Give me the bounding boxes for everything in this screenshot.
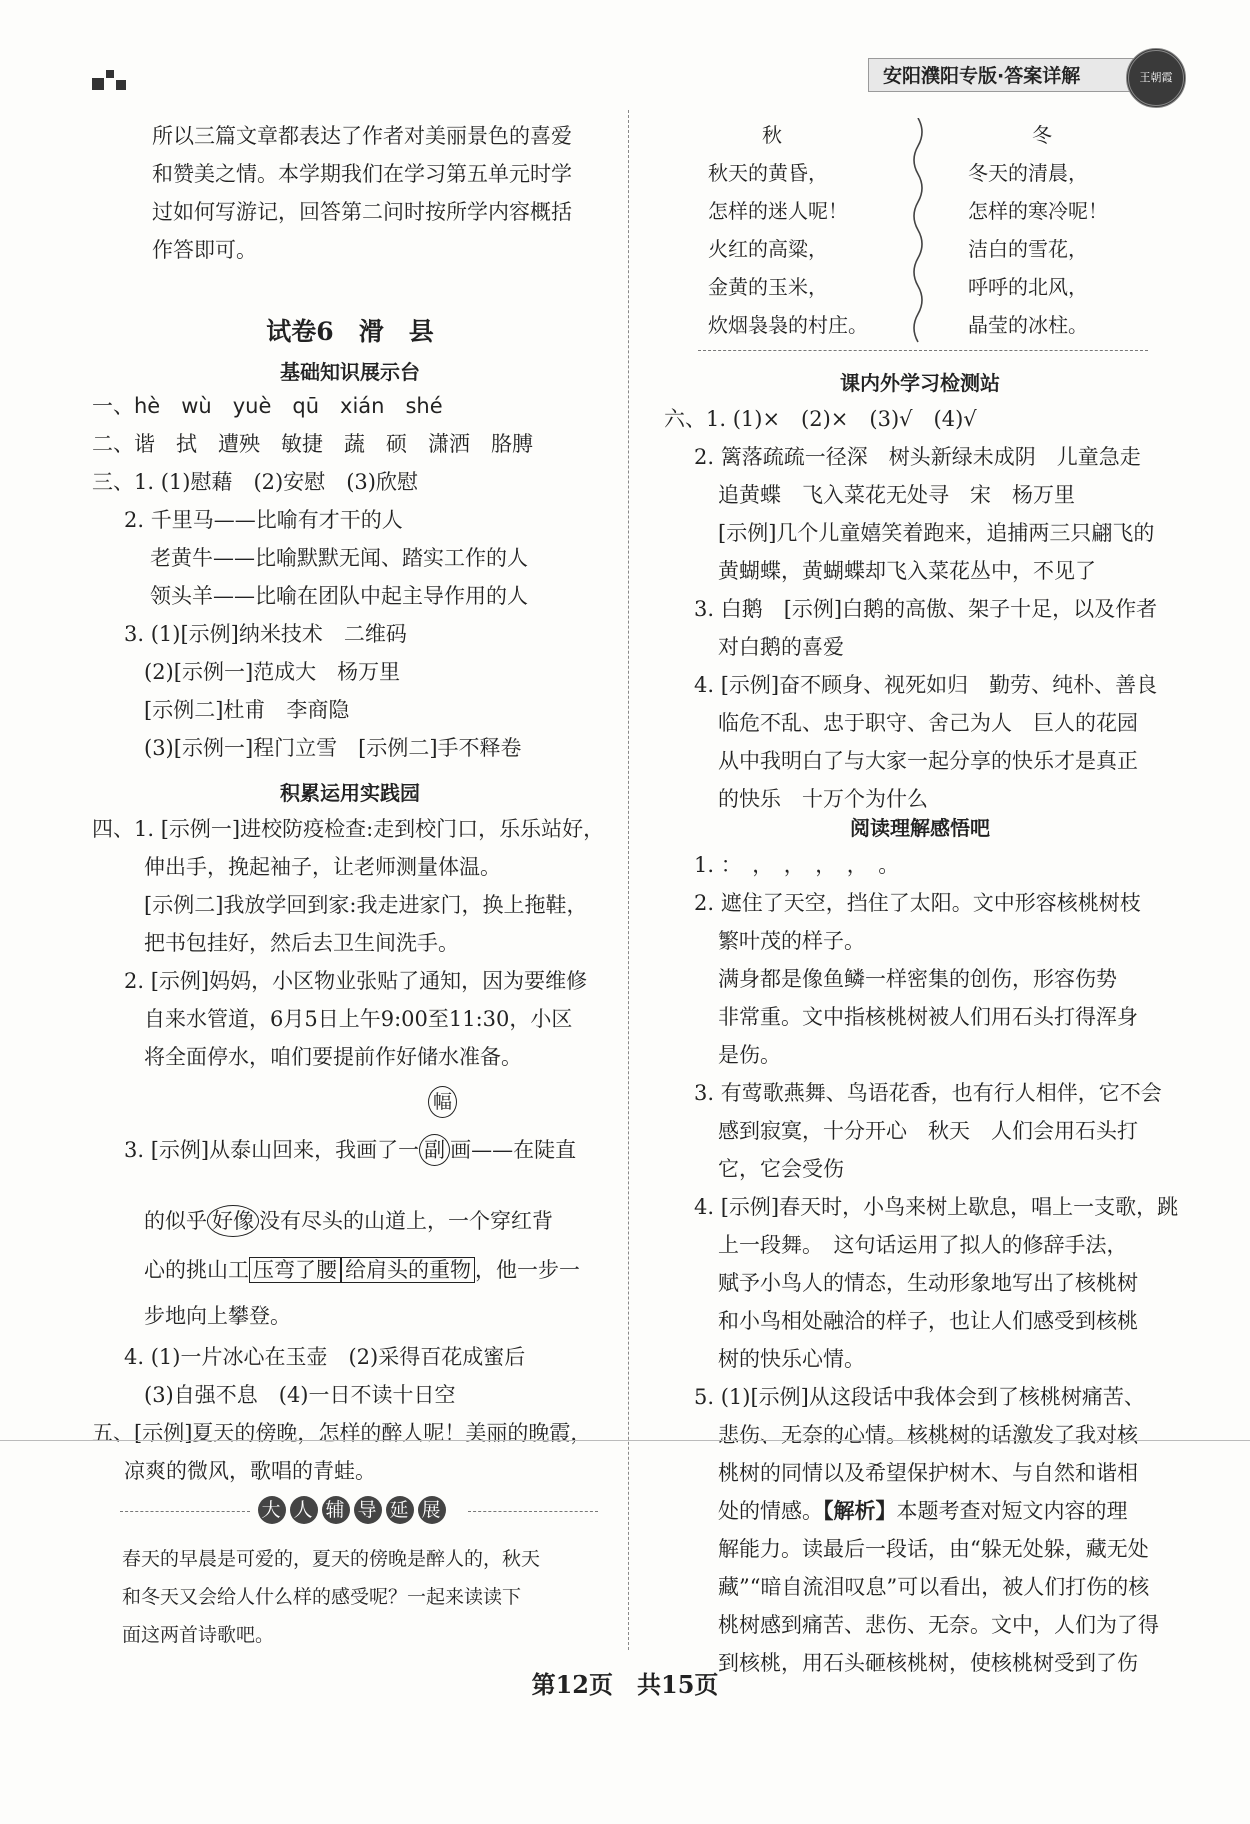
answer-q3-2c: 领头羊——比喻在团队中起主导作用的人 bbox=[150, 584, 528, 608]
answer-q4-1c: [示例二]我放学回到家:我走进家门，换上拖鞋， bbox=[144, 893, 588, 917]
answer-s5f: 藏”“暗自流泪叹息”可以看出，被人们打伤的核 bbox=[718, 1575, 1150, 1599]
guide-title-char: 展 bbox=[418, 1496, 446, 1524]
section-title-check: 课内外学习检测站 bbox=[840, 371, 1000, 395]
answer-s5e: 解能力。读最后一段话，由“躲无处躲，藏无处 bbox=[718, 1537, 1149, 1561]
answer-r4a: 4. [示例]奋不顾身、视死如归 勤劳、纯朴、善良 bbox=[694, 673, 1158, 697]
answer-s4e: 树的快乐心情。 bbox=[718, 1347, 865, 1371]
answer-q4-1d: 把书包挂好，然后去卫生间洗手。 bbox=[144, 931, 459, 955]
exam-title: 试卷6 滑 县 bbox=[266, 317, 434, 346]
answer-q4-3c bbox=[144, 1251, 580, 1289]
answer-q4-1b: 伸出手，挽起袖子，让老师测量体温。 bbox=[144, 855, 501, 879]
poem-winter-line: 冬天的清晨， bbox=[968, 161, 1088, 185]
answer-r2b: 追黄蝶 飞入菜花无处寻 宋 杨万里 bbox=[718, 483, 1075, 507]
q4-3c-box1: 压弯了腰 bbox=[249, 1257, 341, 1283]
guide-line-2: 和冬天又会给人什么样的感受呢？一起来读读下 bbox=[122, 1586, 522, 1608]
answer-q4-4a: 4. (1)一片冰心在玉壶 (2)采得百花成蜜后 bbox=[124, 1345, 526, 1369]
q4-3a-post: 画——在陡直 bbox=[450, 1138, 577, 1162]
poem-autumn-line: 金黄的玉米， bbox=[708, 275, 828, 299]
header-decoration bbox=[92, 70, 132, 94]
guide-title-char: 辅 bbox=[322, 1496, 350, 1524]
page-footer: 第12页 共15页 bbox=[531, 1670, 719, 1699]
intro-line-4: 作答即可。 bbox=[152, 238, 257, 262]
guide-divider-right bbox=[468, 1511, 598, 1512]
answer-r3a: 3. 白鹅 [示例]白鹅的高傲、架子十足，以及作者 bbox=[694, 597, 1158, 621]
answer-s3b: 感到寂寞，十分开心 秋天 人们会用石头打 bbox=[718, 1119, 1138, 1143]
answer-s5c: 桃树的同情以及希望保护树木、与自然和谐相 bbox=[718, 1461, 1138, 1485]
answer-q3-2a: 2. 千里马——比喻有才干的人 bbox=[124, 508, 403, 532]
answer-q4-3a bbox=[124, 1131, 576, 1169]
poem-winter-line: 怎样的寒冷呢！ bbox=[968, 199, 1108, 223]
guide-line-3: 面这两首诗歌吧。 bbox=[122, 1624, 275, 1646]
answer-r4d: 的快乐 十万个为什么 bbox=[718, 787, 928, 811]
answer-q4-4b: (3)自强不息 (4)一日不读十日空 bbox=[144, 1383, 456, 1407]
answer-s2b: 繁叶茂的样子。 bbox=[718, 929, 865, 953]
correction-mark: 幅 bbox=[428, 1086, 457, 1118]
column-divider bbox=[628, 110, 629, 1650]
guide-divider-left bbox=[120, 1511, 250, 1512]
intro-line-1: 所以三篇文章都表达了作者对美丽景色的喜爱 bbox=[152, 124, 572, 148]
answer-q3-2b: 老黄牛——比喻默默无闻、踏实工作的人 bbox=[150, 546, 528, 570]
answer-s5g: 桃树感到痛苦、悲伤、无奈。文中，人们为了得 bbox=[718, 1613, 1159, 1637]
answer-q1: 一、hè wù yuè qū xián shé bbox=[92, 394, 443, 418]
poem-winter-line: 呼呼的北风， bbox=[968, 275, 1088, 299]
answer-r4b: 临危不乱、忠于职守、舍己为人 巨人的花园 bbox=[718, 711, 1138, 735]
guide-title-char: 人 bbox=[290, 1496, 318, 1524]
q4-3c-post: ，他一步一 bbox=[475, 1258, 580, 1282]
answer-s2d: 非常重。文中指核桃树被人们用石头打得浑身 bbox=[718, 1005, 1138, 1029]
answer-q3-3c: [示例二]杜甫 李商隐 bbox=[144, 698, 350, 722]
poem-wavy-divider bbox=[910, 118, 926, 344]
section-title-practice: 积累运用实践园 bbox=[280, 781, 420, 805]
guide-title-char: 大 bbox=[258, 1496, 286, 1524]
q4-3b-circled: 好像 bbox=[207, 1205, 259, 1237]
answer-s2e: 是伤。 bbox=[718, 1043, 781, 1067]
intro-line-2: 和赞美之情。本学期我们在学习第五单元时学 bbox=[152, 162, 572, 186]
answer-r2d: 黄蝴蝶，黄蝴蝶却飞入菜花丛中，不见了 bbox=[718, 559, 1096, 583]
answer-r2c: [示例]几个儿童嬉笑着跑来，追捕两三只翩飞的 bbox=[718, 521, 1155, 545]
q4-3b-pre: 的似乎 bbox=[144, 1209, 207, 1233]
answer-s4b: 上一段舞。 这句话运用了拟人的修辞手法， bbox=[718, 1233, 1128, 1257]
poem-winter-line: 晶莹的冰柱。 bbox=[968, 313, 1088, 337]
poem-autumn-line: 火红的高粱， bbox=[708, 237, 828, 261]
poem-winter-line: 洁白的雪花， bbox=[968, 237, 1088, 261]
answer-q4-1a: 四、1. [示例一]进校防疫检查:走到校门口，乐乐站好， bbox=[92, 817, 605, 841]
answer-s5d bbox=[718, 1492, 1128, 1530]
section-title-basics: 基础知识展示台 bbox=[280, 360, 420, 384]
answer-q4-2c: 将全面停水，咱们要提前作好储水准备。 bbox=[144, 1045, 522, 1069]
poem-autumn-line: 秋天的黄昏， bbox=[708, 161, 828, 185]
q4-3c-pre: 心的挑山工 bbox=[144, 1258, 249, 1282]
intro-line-3: 过如何写游记，回答第二问时按所学内容概括 bbox=[152, 200, 572, 224]
poem-winter-title: 冬 bbox=[1032, 123, 1052, 147]
publisher-logo: 王朝霞 bbox=[1126, 48, 1186, 108]
answer-q3-1: 三、1. (1)慰藉 (2)安慰 (3)欣慰 bbox=[92, 470, 418, 494]
answer-s1: 1. ： ， ， ， ， 。 bbox=[694, 853, 900, 877]
guide-title-char: 延 bbox=[386, 1496, 414, 1524]
answer-q3-3d: (3)[示例一]程门立雪 [示例二]手不释卷 bbox=[144, 736, 522, 760]
answer-q5b: 凉爽的微风，歌唱的青蛙。 bbox=[124, 1459, 376, 1483]
q4-3b-post: 没有尽头的山道上，一个穿红背 bbox=[259, 1209, 553, 1233]
guide-line-1: 春天的早晨是可爱的，夏天的傍晚是醉人的，秋天 bbox=[122, 1548, 541, 1570]
answer-s4d: 和小鸟相处融洽的样子，也让人们感受到核桃 bbox=[718, 1309, 1138, 1333]
answer-q5a: 五、[示例]夏天的傍晚，怎样的醉人呢！美丽的晚霞， bbox=[92, 1421, 592, 1445]
answer-s5b: 悲伤、无奈的心情。核桃树的话激发了我对核 bbox=[718, 1423, 1138, 1447]
answer-q4-2a: 2. [示例]妈妈，小区物业张贴了通知，因为要维修 bbox=[124, 969, 588, 993]
answer-q4-3d: 步地向上攀登。 bbox=[144, 1304, 291, 1328]
guide-title-char: 导 bbox=[354, 1496, 382, 1524]
answer-s3a: 3. 有莺歌燕舞、鸟语花香，也有行人相伴，它不会 bbox=[694, 1081, 1162, 1105]
guide-title bbox=[258, 1496, 450, 1524]
q4-3a-circled: 副 bbox=[419, 1134, 450, 1166]
section-title-reading: 阅读理解感悟吧 bbox=[850, 816, 990, 840]
s5d-post: 本题考查对短文内容的理 bbox=[896, 1499, 1128, 1523]
answer-s2a: 2. 遮住了天空，挡住了太阳。文中形容核桃树枝 bbox=[694, 891, 1141, 915]
answer-q3-3a: 3. (1)[示例]纳米技术 二维码 bbox=[124, 622, 407, 646]
answer-r3b: 对白鹅的喜爱 bbox=[718, 635, 844, 659]
answer-s3c: 它，它会受伤 bbox=[718, 1157, 844, 1181]
answer-s4c: 赋予小鸟人的情态，生动形象地写出了核桃树 bbox=[718, 1271, 1138, 1295]
answer-r4c: 从中我明白了与大家一起分享的快乐才是真正 bbox=[718, 749, 1138, 773]
q4-3a-pre: 3. [示例]从泰山回来，我画了一 bbox=[124, 1138, 420, 1162]
header-banner: 安阳濮阳专版·答案详解 bbox=[868, 58, 1138, 92]
s5d-pre: 处的情感。 bbox=[718, 1499, 823, 1523]
answer-r1: 六、1. (1)× (2)× (3)√ (4)√ bbox=[664, 407, 977, 431]
answer-s5h: 到核桃，用石头砸核桃树，使核桃树受到了伤 bbox=[718, 1651, 1138, 1675]
answer-s4a: 4. [示例]春天时，小鸟来树上歇息，唱上一支歌，跳 bbox=[694, 1195, 1179, 1219]
poem-autumn-line: 炊烟袅袅的村庄。 bbox=[708, 313, 868, 337]
answer-q4-2b: 自来水管道，6月5日上午9:00至11:30，小区 bbox=[144, 1007, 573, 1031]
answer-q4-3b bbox=[144, 1202, 553, 1240]
analysis-label: 【解析】 bbox=[823, 1498, 897, 1523]
poem-autumn-line: 怎样的迷人呢！ bbox=[708, 199, 848, 223]
poem-autumn-title: 秋 bbox=[762, 123, 782, 147]
scan-fold-line bbox=[0, 1440, 1250, 1441]
answer-s2c: 满身都是像鱼鳞一样密集的创伤，形容伤势 bbox=[718, 967, 1117, 991]
answer-q2: 二、谐 拭 遭殃 敏捷 蔬 硕 潇洒 胳膊 bbox=[92, 432, 533, 456]
answer-q3-3b: (2)[示例一]范成大 杨万里 bbox=[144, 660, 401, 684]
poem-box-bottom bbox=[698, 350, 1148, 351]
answer-r2a: 2. 篱落疏疏一径深 树头新绿未成阴 儿童急走 bbox=[694, 445, 1141, 469]
q4-3c-box2: 给肩头的重物 bbox=[341, 1257, 475, 1283]
answer-s5a: 5. (1)[示例]从这段话中我体会到了核桃树痛苦、 bbox=[694, 1385, 1145, 1409]
